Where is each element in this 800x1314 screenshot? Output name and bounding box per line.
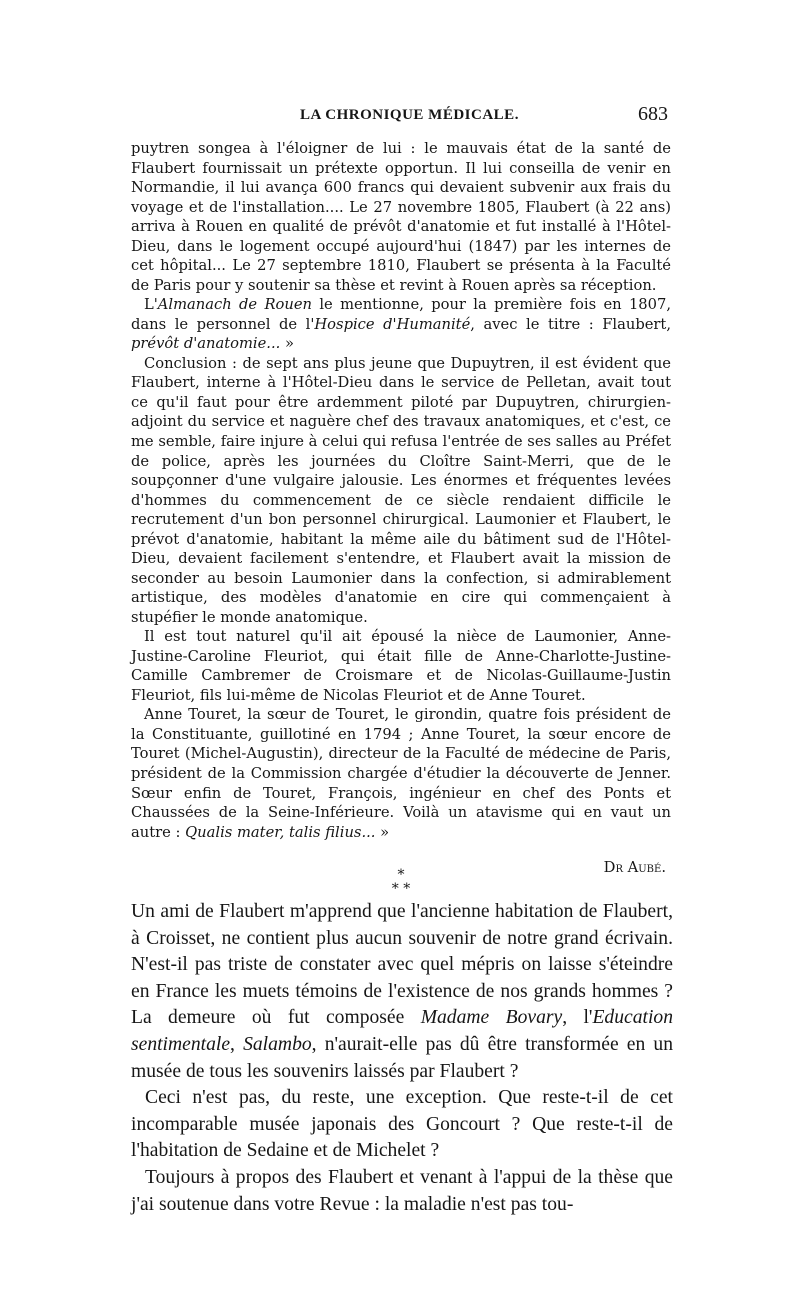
italic-title: prévôt d'anatomie... — [131, 335, 281, 353]
article-paragraph: Ceci n'est pas, du reste, une exception. Que reste-t-il de cet incomparable musée japonais des Goncourt ? Que reste-t-il de l'habitation de Sedaine et de Michelet ? — [131, 1087, 673, 1162]
signature: Dr Aubé. — [603, 859, 666, 876]
italic-title: Madame Bovary — [420, 1007, 563, 1029]
letter-paragraph: L'Almanach de Rouen le mentionne, pour la première fois en 1807, dans le personnel de l'Hospice d'Humanité, avec le titre : Flaubert, prévôt d'anatomie... » — [131, 296, 672, 353]
letter-paragraph: Il est tout naturel qu'il ait épousé la nièce de Laumonier, Anne-Justine-Caroline Fleuriot, qui était fille de Anne-Charlotte-Justine-Camille Cambremer de Croismare et de Nicolas-Guillaume-Justin Fleuriot, fils lui-même de Nicolas Fleuriot et de Anne Touret. — [131, 628, 671, 704]
letter-paragraph: Conclusion : de sept ans plus jeune que Dupuytren, il est évident que Flaubert, interne à l'Hôtel-Dieu dans le service de Pelletan, avait tout ce qu'il faut pour être ardemment piloté par Dupuytren, chirurgien-adjoint du service et naguère chef des travaux anatomiques, et c'est, ce me semble, faire injure à celui qui refusa l'entrée de ses salles au Préfet de police, après les journées du Cloître Saint-Merri, que de le soupçonner d'une vulgaire jalousie. Les énormes et fréquentes levées d'hommes du commencement de ce siècle rendaient difficile le recrutement d'un bon personnel chirurgical. Laumonier et Flaubert, le prévot d'anatomie, habitant la même aile du bâtiment sud de l'Hôtel-Dieu, devaient facilement s'entendre, et Flaubert avait la mission de seconder au besoin Laumonier dans la confection, si admirablement artistique, des modèles d'anatomie en cire qui commençaient à stupéfier le monde anatomique. — [131, 354, 671, 626]
letter-paragraph: Anne Touret, la sœur de Touret, le girondin, quatre fois président de la Constituante, guillotiné en 1794 ; Anne Touret, la sœur encore de Touret (Michel-Augustin), directeur de la Faculté de médecine de Paris, président de la Commission chargée d'étudier la découverte de Jenner. Sœur enfin de Touret, François, ingénieur en chef des Ponts et Chaussées de la Seine-Inférieure. Voilà un atavisme qui en vaut un autre : Qualis mater, talis filius... » — [131, 706, 671, 841]
quoted-letter — [131, 139, 671, 842]
article-paragraph: Toujours à propos des Flaubert et venant à l'appui de la thèse que j'ai soutenue dans votre Revue : la maladie n'est pas tou- — [131, 1166, 673, 1215]
italic-title: Education sentimentale — [131, 1007, 673, 1055]
article-body — [131, 899, 673, 1218]
italic-title: Hospice d'Humanité — [314, 315, 471, 333]
article-paragraph: Un ami de Flaubert m'apprend que l'ancienne habitation de Flaubert, à Croisset, ne contient plus aucun souvenir de notre grand écrivain. N'est-il pas triste de constater avec quel mépris on laisse s'éteindre en France les muets témoins de l'existence de nos grands hommes ? La demeure où fut composée Madame Bovary, l'Education sentimentale, Salambo, n'aurait-elle pas dû être transformée en un musée de tous les souvenirs laissés par Flaubert ? — [131, 901, 674, 1082]
asterism-top: * — [397, 867, 405, 883]
page-number: 683 — [638, 103, 668, 125]
latin-quote: Qualis mater, talis filius... — [185, 823, 376, 841]
italic-title: Salambo — [243, 1033, 312, 1055]
italic-title: Almanach de Rouen — [157, 296, 312, 314]
asterism-divider — [131, 868, 671, 896]
asterism-bottom: * * — [391, 881, 411, 897]
letter-paragraph: puytren songea à l'éloigner de lui : le mauvais état de la santé de Flaubert fournissait un prétexte opportun. Il lui conseilla de venir en Normandie, il lui avança 600 francs qui devaient subvenir aux frais du voyage et de l'installation.... Le 27 novembre 1805, Flaubert (à 22 ans) arriva à Rouen en qualité de prévôt d'anatomie et fut installé à l'Hôtel-Dieu, dans le logement occupé aujourd'hui (1847) par les internes de cet hôpital... Le 27 septembre 1810, Flaubert se présenta à la Faculté de Paris pour y soutenir sa thèse et revint à Rouen après sa réception. — [131, 140, 671, 294]
page-header — [130, 103, 670, 129]
running-head: LA CHRONIQUE MÉDICALE. — [300, 107, 519, 123]
